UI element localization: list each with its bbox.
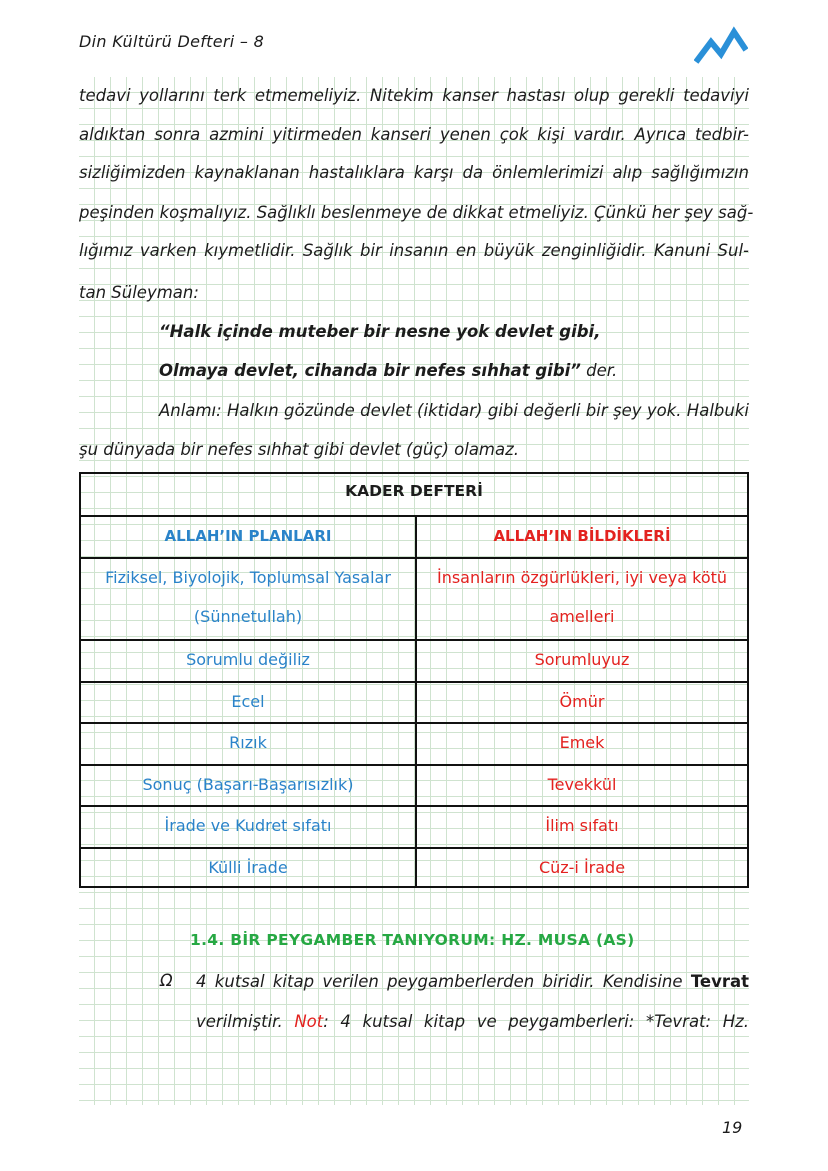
paragraph-line: tan Süleyman: xyxy=(79,283,199,302)
table-cell-left: İrade ve Kudret sıfatı xyxy=(164,816,332,835)
table-cell-right: Ömür xyxy=(559,692,605,711)
paragraph-line: tedavi yollarını terk etmemeliyiz. Nitekim kanser hastası olup gerekli tedaviyi xyxy=(79,86,749,105)
tevrat-word: Tevrat xyxy=(690,972,749,991)
omega-bullet: Ω xyxy=(160,971,173,990)
table-row xyxy=(81,557,747,639)
table-cell-left: Fiziksel, Biyolojik, Toplumsal Yasalar xyxy=(105,568,391,587)
table-cell-right: Sorumluyuz xyxy=(534,650,630,669)
paragraph-line: lığımız varken kıymetlidir. Sağlık bir insanın en büyük zenginliğidir. Kanuni Sul- xyxy=(79,241,749,260)
meaning-line-2: şu dünyada bir nefes sıhhat gibi devlet (güç) olamaz. xyxy=(79,440,520,459)
quote-line-2 xyxy=(159,360,617,382)
table-cell-right: amelleri xyxy=(549,607,615,626)
table-header-row xyxy=(81,515,747,557)
table-row xyxy=(81,764,747,805)
table-cell-left: Sorumlu değiliz xyxy=(186,650,310,669)
table-row xyxy=(81,847,747,886)
section-title: 1.4. BİR PEYGAMBER TANIYORUM: HZ. MUSA (AS) xyxy=(190,931,635,949)
section-text: : 4 kutsal kitap ve peygamberleri: *Tevrat: Hz. xyxy=(323,1012,750,1031)
meaning-line-1: Anlamı: Halkın gözünde devlet (iktidar) gibi değerli bir şey yok. Halbuki xyxy=(159,401,749,420)
table-cell-right: İnsanların özgürlükleri, iyi veya kötü xyxy=(436,568,728,587)
table-row xyxy=(81,722,747,764)
table-cell-left: Külli İrade xyxy=(208,858,288,877)
table-cell-left: Rızık xyxy=(229,733,267,752)
table-row xyxy=(81,681,747,722)
section-line-2 xyxy=(196,1011,749,1033)
table-cell-left: (Sünnetullah) xyxy=(193,607,303,626)
notebook-title: Din Kültürü Defteri – 8 xyxy=(79,32,265,51)
table-row xyxy=(81,639,747,681)
left-header: ALLAH’IN PLANLARI xyxy=(164,527,332,545)
kader-table xyxy=(79,472,749,888)
paragraph-line: aldıktan sonra azmini yitirmeden kanseri yenen çok kişi vardır. Ayrıca tedbir- xyxy=(79,125,749,144)
section-text: 4 kutsal kitap verilen peygamberlerden biridir. Kendisine xyxy=(196,972,691,991)
table-cell-left: Sonuç (Başarı-Başarısızlık) xyxy=(142,775,354,794)
quote-line-2-text: Olmaya devlet, cihanda bir nefes sıhhat gibi” xyxy=(159,361,581,380)
section-text: verilmiştir. xyxy=(196,1012,295,1031)
quote-suffix: der. xyxy=(580,361,618,380)
table-cell-right: Tevekkül xyxy=(547,775,617,794)
mountain-logo-icon xyxy=(694,26,748,66)
page-number: 19 xyxy=(722,1118,743,1137)
note-label: Not xyxy=(294,1012,324,1031)
table-title: KADER DEFTERİ xyxy=(345,482,483,500)
section-line-1 xyxy=(196,971,749,993)
table-row xyxy=(81,805,747,847)
right-header: ALLAH’IN BİLDİKLERİ xyxy=(493,527,671,545)
table-cell-left: Ecel xyxy=(231,692,265,711)
paragraph-line: peşinden koşmalıyız. Sağlıklı beslenmeye de dikkat etmeliyiz. Çünkü her şey sağ- xyxy=(79,203,754,222)
paragraph-line: sizliğimizden kaynaklanan hastalıklara karşı da önlemlerimizi alıp sağlığımızın xyxy=(79,163,749,182)
table-cell-right: Emek xyxy=(559,733,605,752)
table-cell-right: İlim sıfatı xyxy=(545,816,619,835)
table-cell-right: Cüz-i İrade xyxy=(538,858,626,877)
quote-line-1: “Halk içinde muteber bir nesne yok devlet gibi, xyxy=(159,322,601,341)
